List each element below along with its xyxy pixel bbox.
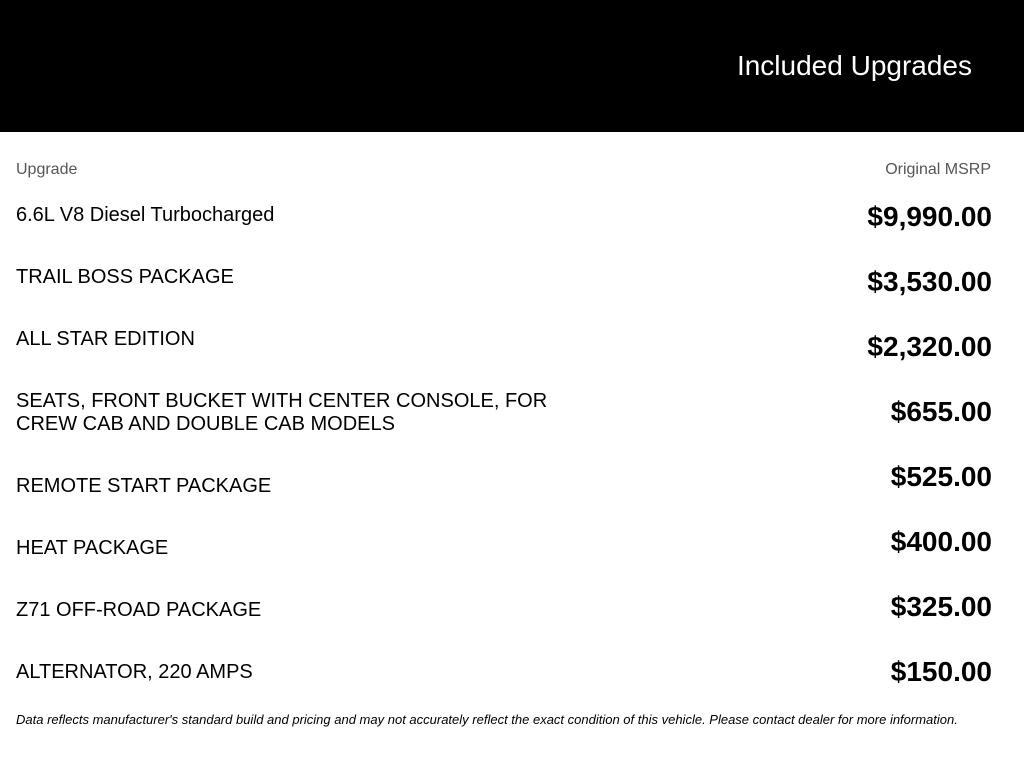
- upgrade-price: $325.00: [890, 591, 992, 622]
- disclaimer-note: Data reflects manufacturer's standard build and pricing and may not accurately reflect the exact condition of this vehicle. Please contact dealer for more information.: [16, 712, 958, 727]
- upgrade-price: $9,990.00: [867, 201, 992, 232]
- page-title: Included Upgrades: [736, 50, 972, 81]
- upgrade-name: Z71 OFF-ROAD PACKAGE: [16, 599, 262, 621]
- upgrade-price: $2,320.00: [867, 331, 992, 362]
- upgrade-column-header: Upgrade: [16, 161, 78, 178]
- upgrade-name: 6.6L V8 Diesel Turbocharged: [16, 204, 275, 226]
- upgrade-price: $655.00: [890, 396, 992, 427]
- msrp-column-header: Original MSRP: [885, 161, 991, 178]
- page-header: [0, 0, 1024, 132]
- upgrade-price: $400.00: [890, 526, 992, 557]
- upgrade-name: TRAIL BOSS PACKAGE: [16, 266, 234, 288]
- upgrade-price: $150.00: [890, 656, 992, 687]
- upgrade-price: $3,530.00: [867, 266, 992, 297]
- upgrade-name: ALL STAR EDITION: [16, 328, 195, 350]
- upgrade-name: HEAT PACKAGE: [16, 537, 169, 559]
- upgrade-name: ALTERNATOR, 220 AMPS: [16, 661, 253, 683]
- upgrade-name: REMOTE START PACKAGE: [16, 475, 272, 497]
- upgrade-price: $525.00: [890, 461, 992, 492]
- upgrade-name: SEATS, FRONT BUCKET WITH CENTER CONSOLE, FOR CREW CAB AND DOUBLE CAB MODELS: [16, 390, 548, 435]
